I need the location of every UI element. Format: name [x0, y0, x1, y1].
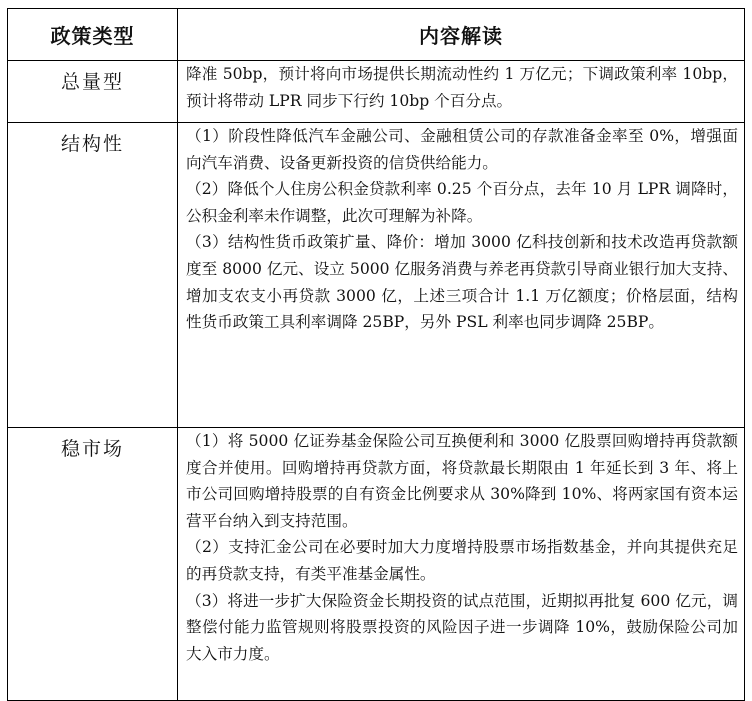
content-paragraph: （1）阶段性降低汽车金融公司、金融租赁公司的存款准备金率至 0%，增强面向汽车消费、设备更新投资的信贷供给能力。	[186, 127, 738, 172]
content-cell	[178, 123, 745, 428]
content-paragraph: 降准 50bp，预计将向市场提供长期流动性约 1 万亿元；下调政策利率 10bp，预计将带动 LPR 同步下行约 10bp 个百分点。	[186, 65, 738, 110]
policy-type-cell: 结构性	[8, 123, 178, 428]
header-policy-type: 政策类型	[8, 9, 178, 61]
header-content-interpretation: 内容解读	[178, 9, 745, 61]
content-paragraph: （2）降低个人住房公积金贷款利率 0.25 个百分点，去年 10 月 LPR 调降时，公积金利率未作调整，此次可理解为补降。	[186, 180, 738, 225]
content-paragraph: （1）将 5000 亿证券基金保险公司互换便利和 3000 亿股票回购增持再贷款额度合并使用。回购增持再贷款方面，将贷款最长期限由 1 年延长到 3 年、将上市公司回购增持股票的自有资金比例要求从 30%降到 10%、将两家国有资本运营平台纳入到支持范围。	[186, 432, 738, 530]
policy-type-cell: 总量型	[8, 61, 178, 123]
policy-type-cell: 稳市场	[8, 428, 178, 701]
content-paragraph: （3）将进一步扩大保险资金长期投资的试点范围，近期拟再批复 600 亿元，调整偿付能力监管规则将股票投资的风险因子进一步调降 10%，鼓励保险公司加大入市力度。	[186, 591, 738, 663]
content-cell	[178, 428, 745, 701]
content-paragraph: （2）支持汇金公司在必要时加大力度增持股票市场指数基金，并向其提供充足的再贷款支持，有类平准基金属性。	[186, 538, 738, 583]
table-row	[8, 428, 745, 701]
table-row	[8, 61, 745, 123]
table-header-row	[8, 9, 745, 61]
policy-interpretation-table	[7, 8, 745, 701]
content-cell	[178, 61, 745, 123]
content-paragraph: （3）结构性货币政策扩量、降价：增加 3000 亿科技创新和技术改造再贷款额度至 8000 亿元、设立 5000 亿服务消费与养老再贷款引导商业银行加大支持、增加支农支小再贷款 3000 亿，上述三项合计 1.1 万亿额度；价格层面，结构性货币政策工具利率调降 25BP，另外 PSL 利率也同步调降 25BP。	[186, 233, 738, 332]
table-row	[8, 123, 745, 428]
